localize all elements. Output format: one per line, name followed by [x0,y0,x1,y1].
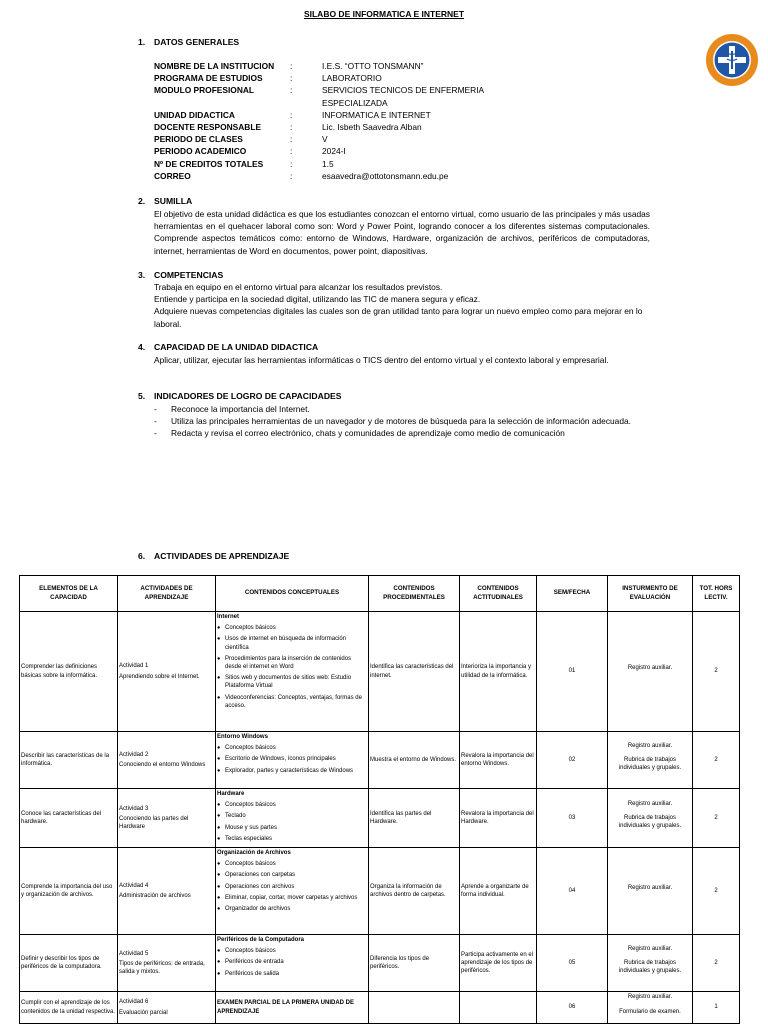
table-row [20,612,740,732]
actitudinal-cell: Revalora la importancia del Hardware. [460,789,537,848]
datos-value: LABORATORIO [322,73,382,84]
datos-generales-list [154,60,492,182]
semana-cell: 01 [537,612,608,732]
conceptual-cell [216,732,369,789]
actividad-line: Actividad 2 [119,751,149,758]
evaluacion-cell [608,789,693,848]
column-header: CONTENIDOS PROCEDIMENTALES [369,576,460,612]
section-heading-sumilla: 2. SUMILLA [138,196,193,206]
datos-value: 2024-I [322,146,346,157]
conceptual-title: Internet [217,614,240,620]
datos-row [154,97,492,109]
datos-row [154,158,492,170]
conceptual-title: EXAMEN PARCIAL DE LA PRIMERA UNIDAD DE APRENDIZAJE [217,1000,355,1015]
capacidad-text: Aplicar, utilizar, ejecutar las herramientas informáticas o TICS dentro del entorno virtual y el contexto laboral y empresarial. [154,355,609,365]
actitudinal-cell: Aprende a organizarte de forma individual. [460,848,537,935]
datos-separator: : [290,73,293,84]
competencia-item: Trabaja en equipo en el entorno virtual para alcanzar los resultados previstos. [154,282,443,292]
horas-cell: 2 [693,935,740,992]
actitudinal-cell [460,992,537,1024]
datos-key: PROGRAMA DE ESTUDIOS [154,73,263,84]
datos-key: MODULO PROFESIONAL [154,85,255,96]
evaluacion-cell [608,992,693,1024]
indicador-item [154,415,694,427]
document-title: SILABO DE INFORMATICA E INTERNET [303,9,465,19]
conceptual-item: ● Mouse y sus partes [217,824,367,832]
competencia-item: Adquiere nuevas competencias digitales las cuales son de gran utilidad tanto para lograr un nuevo empleo como para mejorar en lo laboral. [154,306,643,329]
column-header: ACTIVIDADES DE APRENDIZAJE [118,576,216,612]
column-header: TOT. HORS LECTIV. [693,576,740,612]
table-row [20,935,740,992]
actitudinal-cell: Interioriza la importancia y utilidad de la informática. [460,612,537,732]
indicador-dash: - [154,428,157,439]
datos-key: PERIODO DE CLASES [154,134,243,145]
conceptual-item: ● Conceptos básicos [217,801,367,809]
datos-separator [290,97,322,109]
datos-key: Nº DE CREDITOS TOTALES [154,158,264,169]
datos-key: NOMBRE DE LA INSTITUCION [154,61,275,71]
actividad-line: Actividad 1 [119,663,149,670]
actividad-line: Actividad 6 [119,999,149,1006]
datos-key: CORREO [154,170,191,181]
conceptual-cell [216,992,369,1024]
conceptual-title: Hardware [217,791,245,797]
datos-separator: : [290,158,293,169]
datos-key [154,97,290,109]
evaluacion-item: Registro auxiliar. [627,994,673,1001]
column-header: CONTENIDOS CONCEPTUALES [216,576,369,612]
conceptual-list [217,947,367,978]
conceptual-cell [216,612,369,732]
semana-cell: 05 [537,935,608,992]
actividad-line: Tipos de periféricos: de entrada, salida y mixtos. [119,960,205,976]
procedimental-cell: Organiza la información de archivos dentro de carpetas. [369,848,460,935]
actividad-cell [118,732,216,789]
datos-row [154,121,492,133]
evaluacion-item: Registro auxiliar. [627,742,673,749]
horas-cell: 1 [693,992,740,1024]
institution-logo [705,33,759,87]
actividad-cell [118,992,216,1024]
horas-cell: 2 [693,848,740,935]
actividad-line: Actividad 4 [119,882,149,889]
actividad-line: Evaluación parcial [119,1009,168,1016]
datos-key: UNIDAD DIDACTICA [154,109,235,120]
actividad-line: Actividad 3 [119,805,149,812]
competencias-list [154,281,650,330]
actitudinal-cell: Participa activamente en el aprendizaje de los tipos de periféricos. [460,935,537,992]
conceptual-list [217,860,367,913]
conceptual-item: ● Conceptos básicos [217,744,367,752]
datos-value: I.E.S. “OTTO TONSMANN” [322,61,424,71]
table-row [20,732,740,789]
horas-cell: 2 [693,789,740,848]
indicadores-list [154,403,694,440]
indicador-item [154,427,694,439]
indicador-text: Redacta y revisa el correo electrónico, chats y comunidades de aprendizaje como medio de comunicación [171,428,565,439]
conceptual-item: ● Operaciones con carpetas [217,871,367,879]
datos-separator: : [290,146,293,157]
indicador-text: Reconoce la importancia del Internet. [171,404,310,414]
datos-separator: : [290,134,293,145]
section-heading-indicadores: 5. INDICADORES DE LOGRO DE CAPACIDADES [138,391,342,401]
conceptual-item: ● Periféricos de entrada [217,958,367,966]
evaluacion-cell [608,848,693,935]
datos-row [154,84,492,96]
horas-cell: 2 [693,732,740,789]
evaluacion-item: Rubrica de trabajos individuales y grupales. [618,756,682,772]
column-header: ELEMENTOS DE LA CAPACIDAD [20,576,118,612]
evaluacion-item: Formulario de examen. [619,1008,681,1015]
datos-key: PERIODO ACADEMICO [154,146,247,157]
semana-cell: 03 [537,789,608,848]
indicador-dash: - [154,404,157,414]
conceptual-item: ● Videoconferencias: Conceptos, ventajas, formas de acceso. [217,694,367,710]
datos-value: 1.5 [322,158,334,169]
conceptual-list [217,744,367,775]
conceptual-item: ● Conceptos básicos [217,947,367,955]
conceptual-cell [216,789,369,848]
table-header-row [20,576,740,612]
datos-separator: : [290,61,293,71]
evaluacion-item: Rubrica de trabajos individuales y grupales. [618,814,682,830]
indicador-text: Utiliza las principales herramientas de un navegador y de motores de búsqueda para la selección de información adecuada. [171,416,631,427]
procedimental-cell: Identifica las partes del Hardware. [369,789,460,848]
horas-cell: 2 [693,612,740,732]
table-row [20,848,740,935]
conceptual-item: ● Teclas especiales [217,835,367,843]
conceptual-item: ● Usos de internet en búsqueda de información científica [217,635,367,651]
evaluacion-cell [608,935,693,992]
elemento-cell: Comprender las definiciones básicas sobre la informática. [20,612,118,732]
evaluacion-cell [608,612,693,732]
actividad-cell [118,848,216,935]
conceptual-title: Entorno Windows [217,734,268,740]
datos-key: DOCENTE RESPONSABLE [154,122,262,133]
conceptual-item: ● Conceptos básicos [217,624,367,632]
conceptual-item: ● Periféricos de salida [217,970,367,978]
table-row [20,789,740,848]
conceptual-title: Periféricos de la Computadora [217,937,305,943]
section-heading-capacidad: 4. CAPACIDAD DE LA UNIDAD DIDACTICA [138,342,319,352]
datos-separator: : [290,85,293,96]
conceptual-item: ● Procedimientos para la inserción de contenidos desde el internet en Word [217,655,367,671]
datos-row [154,72,492,84]
actividad-line: Aprendiendo sobre el Internet. [119,673,200,680]
conceptual-title: Organización de Archivos [217,850,291,856]
column-header: CONTENIDOS ACTITUDINALES [460,576,537,612]
datos-row [154,170,492,182]
datos-row [154,145,492,157]
indicador-dash: - [154,416,157,427]
procedimental-cell: Diferencia los tipos de periféricos. [369,935,460,992]
actitudinal-cell: Revalora la importancia del entorno Windows. [460,732,537,789]
actividad-line: Actividad 5 [119,950,149,957]
conceptual-item: ● Operaciones con archivos [217,883,367,891]
activities-table [19,575,740,1024]
actividad-line: Conociendo el entorno Windows [119,762,206,768]
conceptual-item: ● Conceptos básicos [217,860,367,868]
column-header: INSTURMENTO DE EVALUACIÓN [608,576,693,612]
evaluacion-item: Registro auxiliar. [627,665,673,672]
semana-cell: 02 [537,732,608,789]
semana-cell: 06 [537,992,608,1024]
conceptual-item: ● Sitios web y documentos de sitios web: Estudio Plataforma Virtual [217,674,367,690]
datos-row [154,133,492,145]
datos-value: ESPECIALIZADA [322,97,388,108]
actividad-cell [118,789,216,848]
procedimental-cell: Muestra el entorno de Windows. [369,732,460,789]
conceptual-list [217,801,367,843]
conceptual-item: ● Eliminar, copiar, cortar, mover carpetas y archivos [217,894,367,902]
actividad-line: Administración de archivos [119,893,191,899]
evaluacion-item: Registro auxiliar. [627,884,673,891]
datos-separator: : [290,170,293,181]
elemento-cell: Comprende la importancia del uso y organización de archivos. [20,848,118,935]
sumilla-text: El objetivo de esta unidad didáctica es que los estudiantes conozcan el entorno virtual, como usuario de las principales y más usadas herramientas en el quehacer laboral como son: Word y Power Point, logrando conocer a los diferentes sistemas computacionales. Comprende aspectos temáticos como: entorno de Windows, Hardware, organización de archivos, periféricos de computadoras, internet, herramientas de Word en documentos, power point, diapositivas. [154,209,650,256]
conceptual-cell [216,848,369,935]
datos-value: SERVICIOS TECNICOS DE ENFERMERIA [322,85,485,96]
competencia-item: Entiende y participa en la sociedad digital, utilizando las TIC de manera segura y eficaz. [154,294,481,305]
conceptual-list [217,624,367,710]
section-heading-datos-generales: 1. DATOS GENERALES [138,37,240,47]
elemento-cell: Cumplir con el aprendizaje de los contenidos de la unidad respectiva. [20,992,118,1024]
datos-row [154,60,492,72]
procedimental-cell [369,992,460,1024]
datos-value: INFORMATICA E INTERNET [322,109,431,120]
conceptual-item: ● Escritorio de Windows, íconos principales [217,755,367,763]
datos-value: esaavedra@ottotonsmann.edu.pe [322,170,449,181]
evaluacion-item: Rubrica de trabajos individuales y grupales. [618,959,682,975]
actividad-cell [118,612,216,732]
datos-separator: : [290,109,293,120]
elemento-cell: Describir las características de la informática. [20,732,118,789]
procedimental-cell: Identifica las características del internet. [369,612,460,732]
elemento-cell: Conoce las características del hardware. [20,789,118,848]
indicador-item [154,403,694,415]
datos-separator: : [290,122,293,133]
datos-value: V [322,134,328,145]
evaluacion-item: Registro auxiliar. [627,945,673,952]
conceptual-item: ● Explorador, partes y características de Windows [217,767,367,775]
conceptual-cell [216,935,369,992]
section-heading-competencias: 3. COMPETENCIAS [138,270,224,280]
conceptual-item: ● Organizador de archivos [217,905,367,913]
evaluacion-item: Registro auxiliar. [627,800,673,807]
evaluacion-cell [608,732,693,789]
datos-row [154,109,492,121]
section-heading-actividades: 6. ACTIVIDADES DE APRENDIZAJE [138,551,290,561]
actividad-line: Conociendo las partes del Hardware [119,815,189,831]
table-row [20,992,740,1024]
semana-cell: 04 [537,848,608,935]
datos-value: Lic. Isbeth Saavedra Alban [322,122,422,133]
elemento-cell: Definir y describir los tipos de periféricos de la computadora. [20,935,118,992]
column-header: SEM/FECHA [537,576,608,612]
conceptual-item: ● Teclado [217,812,367,820]
actividad-cell [118,935,216,992]
